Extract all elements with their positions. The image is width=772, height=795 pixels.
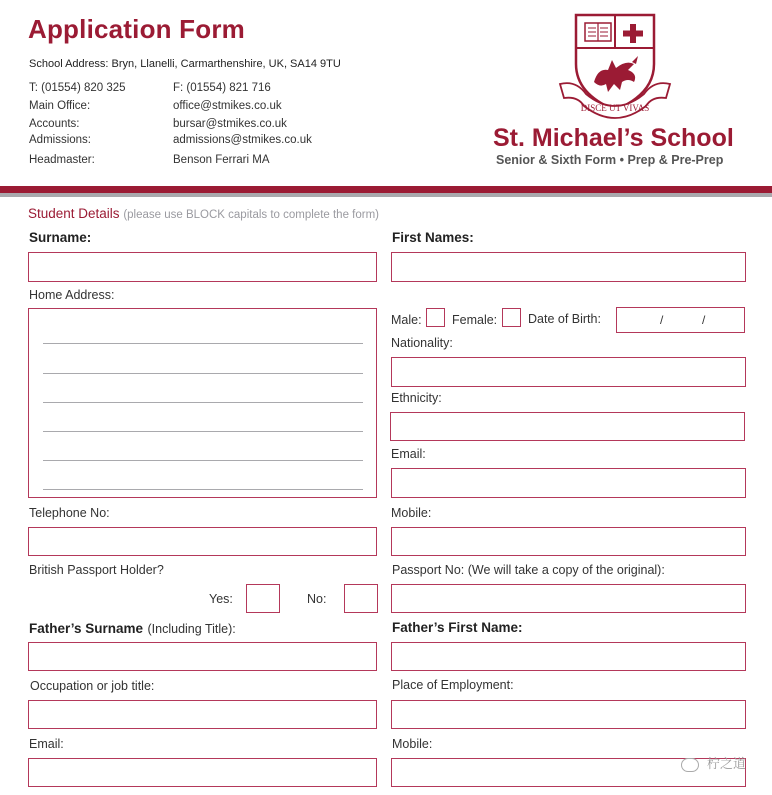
passport-number-input[interactable] xyxy=(391,584,746,613)
surname-label: Surname: xyxy=(29,230,92,245)
male-checkbox[interactable] xyxy=(426,308,445,327)
father-surname-note: (Including Title): xyxy=(147,622,236,636)
occupation-label: Occupation or job title: xyxy=(30,679,155,693)
address-line xyxy=(43,402,363,403)
motto-text: DISCE UT VIVAS xyxy=(580,103,650,113)
passport-holder-label: British Passport Holder? xyxy=(29,563,164,577)
email-input[interactable] xyxy=(391,468,746,498)
home-address-textarea[interactable] xyxy=(28,308,377,498)
dob-input[interactable] xyxy=(616,307,745,333)
mobile-input[interactable] xyxy=(391,527,746,556)
nationality-label: Nationality: xyxy=(391,336,453,350)
telephone-info: T: (01554) 820 325 xyxy=(29,82,126,94)
passport-no-checkbox[interactable] xyxy=(344,584,378,613)
father-mobile-label: Mobile: xyxy=(392,737,433,751)
address-line xyxy=(43,343,363,344)
address-line xyxy=(43,460,363,461)
father-email-label: Email: xyxy=(29,737,64,751)
page-title: Application Form xyxy=(28,14,245,44)
headmaster-name: Benson Ferrari MA xyxy=(173,154,270,166)
header-divider-red xyxy=(0,186,772,193)
telephone-input[interactable] xyxy=(28,527,377,556)
dob-separator: / xyxy=(660,313,664,327)
female-checkbox[interactable] xyxy=(502,308,521,327)
school-name: St. Michael’s School xyxy=(493,124,734,152)
nationality-input[interactable] xyxy=(391,357,746,387)
admissions-email: admissions@stmikes.co.uk xyxy=(173,134,312,146)
passport-yes-checkbox[interactable] xyxy=(246,584,280,613)
address-line xyxy=(43,373,363,374)
email-label: Email: xyxy=(391,447,426,461)
passport-yes-label: Yes: xyxy=(209,592,233,606)
header-divider-grey xyxy=(0,193,772,197)
father-surname-label-text: Father’s Surname xyxy=(29,621,144,636)
dob-label: Date of Birth: xyxy=(528,312,601,326)
section-title xyxy=(28,206,379,221)
female-label: Female: xyxy=(452,313,498,327)
first-names-label: First Names: xyxy=(392,230,474,245)
section-note: (please use BLOCK capitals to complete the form) xyxy=(123,209,380,221)
ethnicity-input[interactable] xyxy=(390,412,745,441)
section-title-text: Student Details xyxy=(28,206,120,221)
home-address-label: Home Address: xyxy=(29,288,115,302)
mobile-label: Mobile: xyxy=(391,506,432,520)
ethnicity-label: Ethnicity: xyxy=(391,391,442,405)
place-of-employment-label: Place of Employment: xyxy=(392,678,514,692)
place-of-employment-input[interactable] xyxy=(391,700,746,729)
accounts-email: bursar@stmikes.co.uk xyxy=(173,118,287,130)
address-line xyxy=(43,431,363,432)
father-first-name-input[interactable] xyxy=(391,642,746,671)
watermark xyxy=(681,753,746,772)
school-subtitle: Senior & Sixth Form • Prep & Pre-Prep xyxy=(496,153,724,167)
admissions-label: Admissions: xyxy=(29,134,91,146)
father-first-name-label: Father’s First Name: xyxy=(392,620,523,635)
main-office-email: office@stmikes.co.uk xyxy=(173,100,282,112)
dob-separator: / xyxy=(702,313,706,327)
watermark-text: 柠之道 xyxy=(706,756,746,771)
male-label: Male: xyxy=(391,313,422,327)
school-crest-icon xyxy=(556,12,674,120)
surname-input[interactable] xyxy=(28,252,377,282)
passport-number-label: Passport No: (We will take a copy of the original): xyxy=(392,563,665,577)
fax-info: F: (01554) 821 716 xyxy=(173,82,271,94)
school-address: School Address: Bryn, Llanelli, Carmarthenshire, UK, SA14 9TU xyxy=(29,58,341,70)
father-email-input[interactable] xyxy=(28,758,377,787)
wechat-icon xyxy=(681,758,699,772)
accounts-label: Accounts: xyxy=(29,118,80,130)
passport-no-label: No: xyxy=(307,592,327,606)
main-office-label: Main Office: xyxy=(29,100,91,112)
father-surname-label xyxy=(29,620,236,638)
address-line xyxy=(43,489,363,490)
first-names-input[interactable] xyxy=(391,252,746,282)
telephone-label: Telephone No: xyxy=(29,506,110,520)
occupation-input[interactable] xyxy=(28,700,377,729)
father-surname-input[interactable] xyxy=(28,642,377,671)
headmaster-label: Headmaster: xyxy=(29,154,95,166)
